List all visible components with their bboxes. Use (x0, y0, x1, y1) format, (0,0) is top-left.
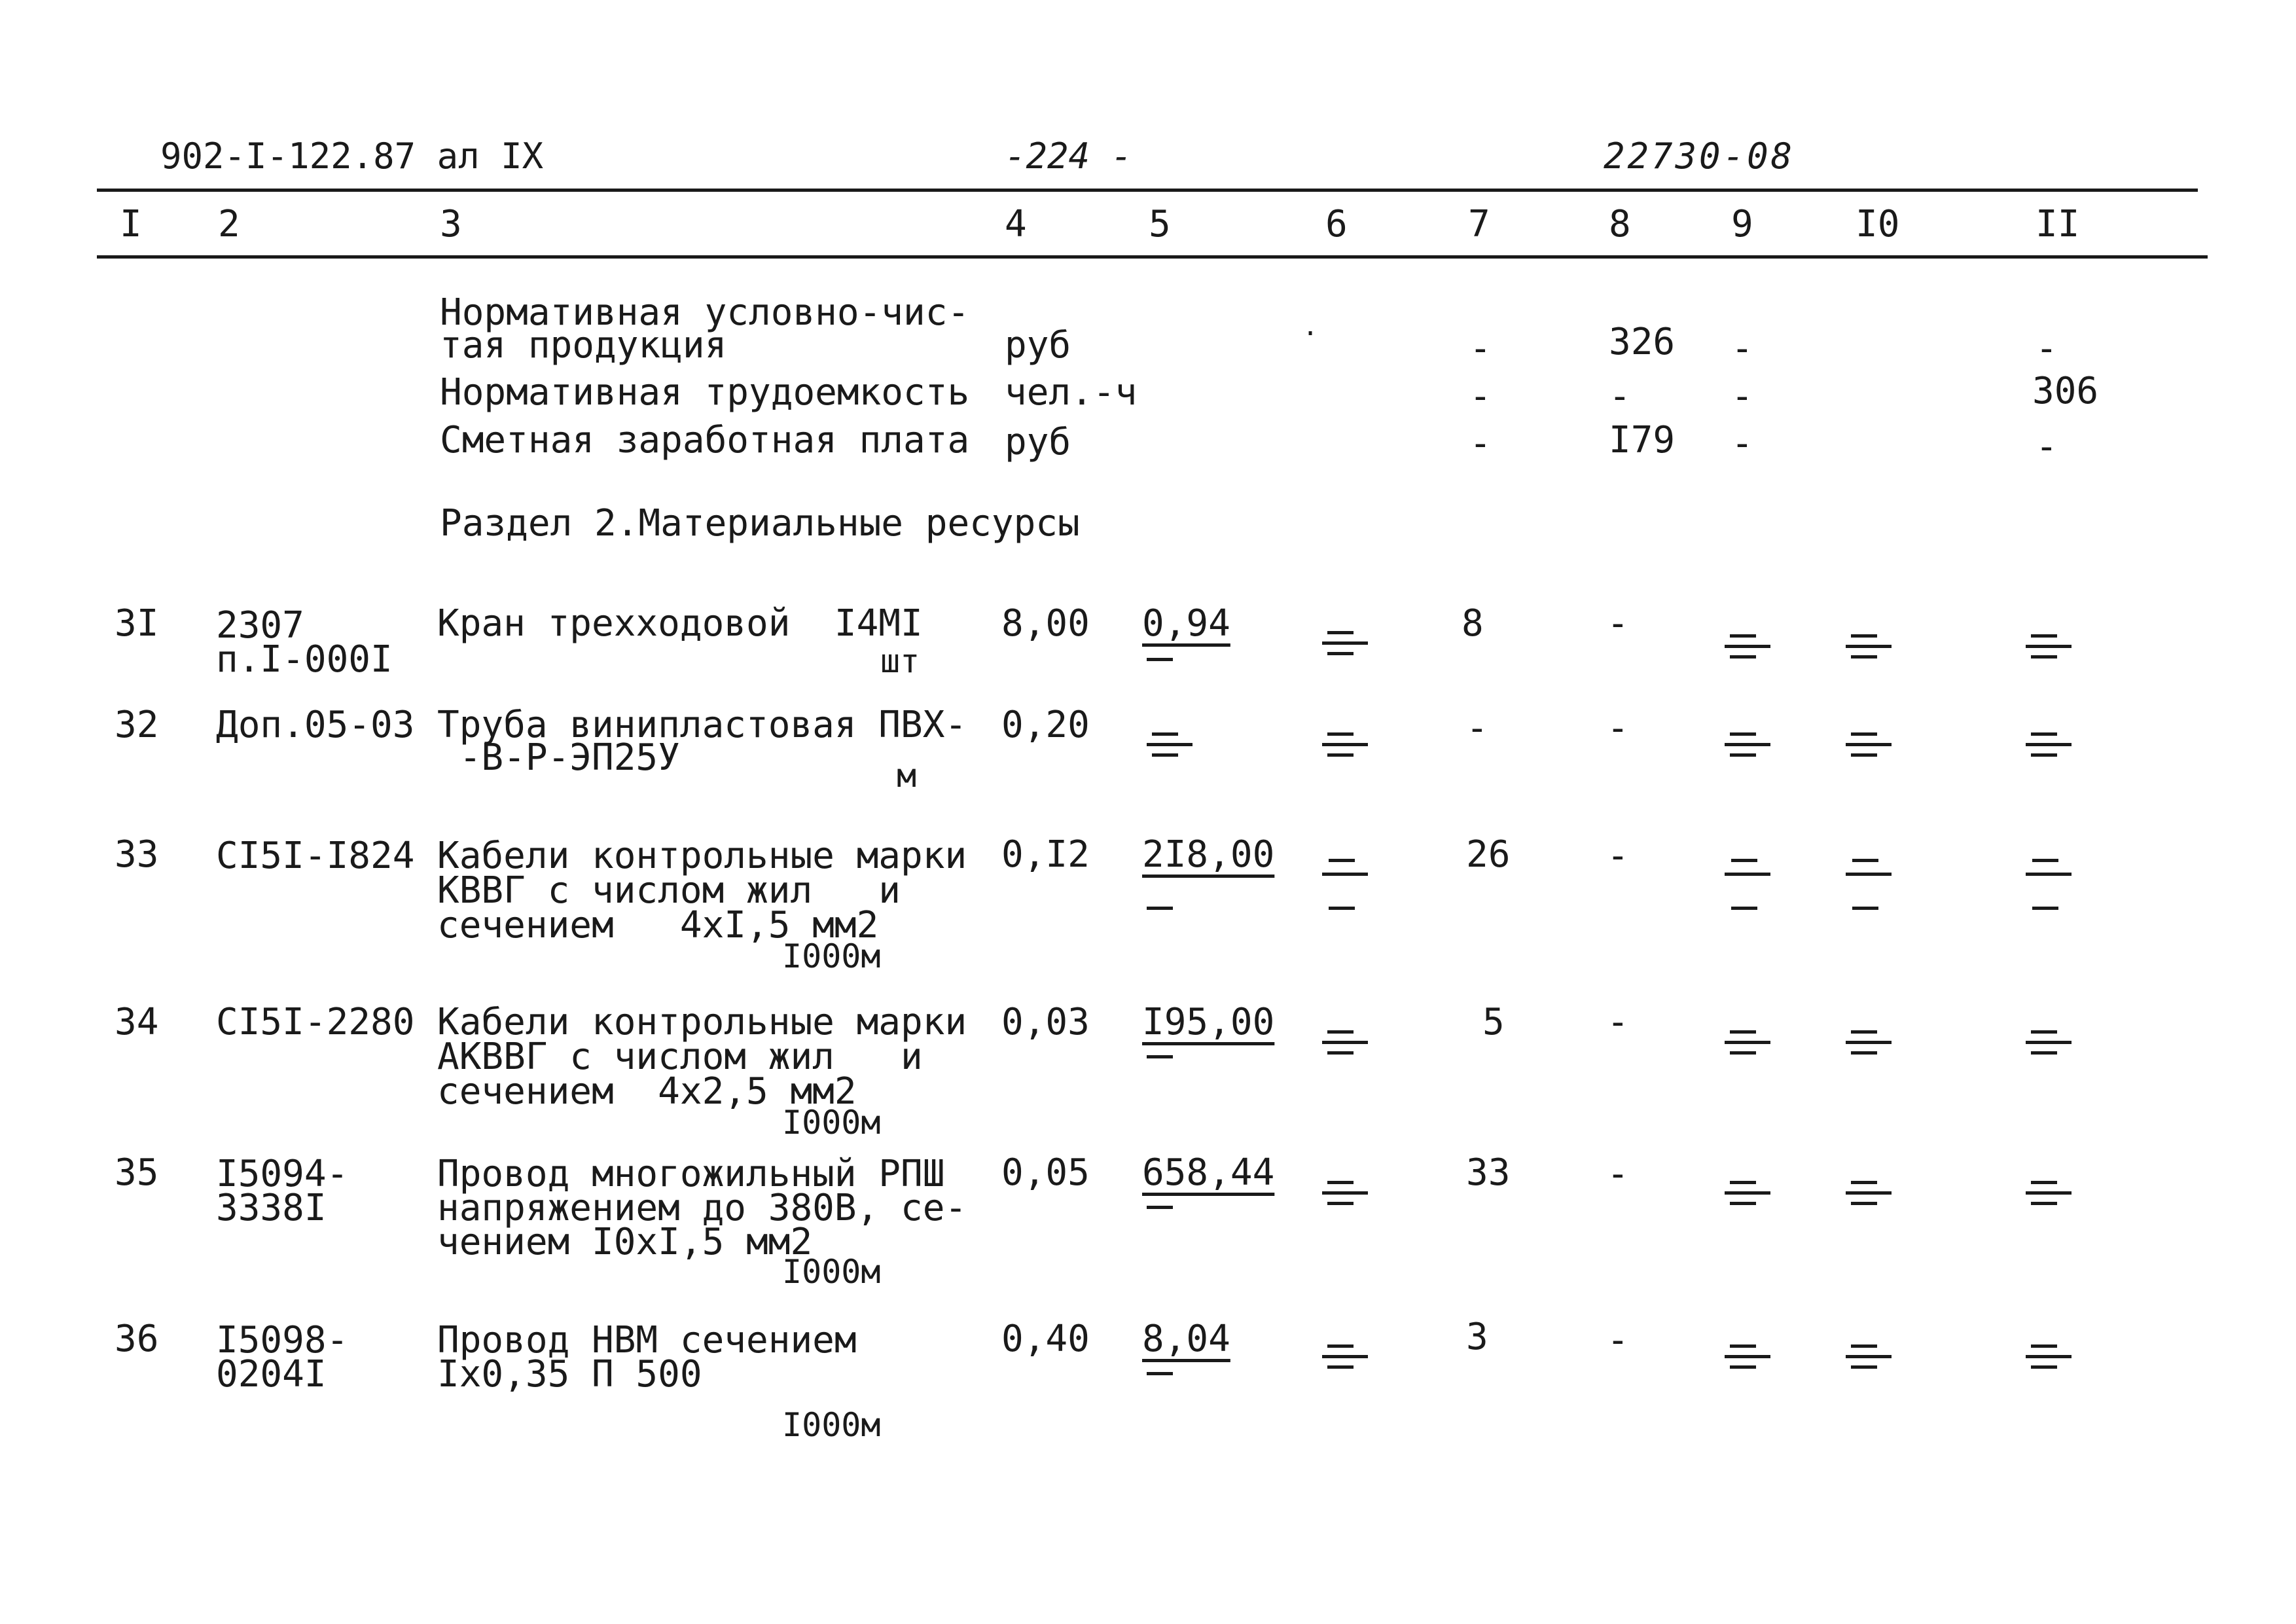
double-dash-mark (1725, 1335, 1770, 1375)
summary-c9: - (1731, 422, 1753, 465)
doc-number: 22730-08 (1604, 135, 1795, 177)
double-dash-mark (1322, 622, 1368, 661)
row-c7: 8 (1462, 602, 1484, 645)
dash-mark (2032, 859, 2058, 862)
row-c7: - (1466, 707, 1488, 749)
double-dash-mark (1725, 1021, 1770, 1060)
summary-c6: · (1302, 319, 1319, 349)
double-dash-mark (2026, 625, 2072, 664)
dash-mark (1852, 859, 1878, 862)
row-qty: 8,00 (1001, 602, 1090, 645)
summary-c11: - (2036, 327, 2058, 370)
dash-mark (2026, 873, 2072, 876)
double-dash-mark (1846, 1335, 1892, 1375)
row-price: 8,04 (1142, 1318, 1230, 1360)
row-unit: I000м (782, 1253, 881, 1291)
row-description: КВВГ с числом жил и (437, 869, 901, 912)
double-dash-mark (2026, 1335, 2072, 1375)
double-dash-mark (1322, 1335, 1368, 1375)
summary-c9: - (1731, 327, 1753, 370)
row-price: 658,44 (1142, 1151, 1275, 1194)
summary-c7: - (1469, 422, 1492, 465)
row-code: I5094- (216, 1153, 349, 1195)
row-description: Iх0,35 П 500 (437, 1353, 702, 1396)
row-qty: 0,40 (1001, 1318, 1090, 1360)
col-7: 7 (1468, 203, 1490, 245)
double-dash-mark (1322, 723, 1368, 763)
double-dash-mark (2026, 723, 2072, 763)
col-8: 8 (1609, 203, 1631, 245)
row-price: 0,94 (1142, 602, 1230, 645)
row-c8: - (1607, 707, 1629, 749)
row-code: п.I-000I (216, 638, 393, 681)
double-dash-mark (1846, 723, 1892, 763)
row-unit: I000м (782, 937, 881, 975)
row-unit: I000м (782, 1406, 881, 1444)
dash-mark (1329, 859, 1355, 862)
row-price: 2I8,00 (1142, 833, 1275, 876)
summary-c8: - (1609, 375, 1631, 418)
double-dash-mark (1846, 625, 1892, 664)
row-description: напряжением до 380В, се- (437, 1187, 967, 1229)
row-qty: 0,I2 (1001, 833, 1090, 876)
col-5: 5 (1149, 203, 1171, 245)
row-c8: - (1607, 835, 1629, 877)
row-description: сечением 4хI,5 мм2 (437, 904, 879, 947)
double-dash-mark (1725, 723, 1770, 763)
dash-mark (1329, 907, 1355, 910)
dash-mark (1147, 1055, 1173, 1058)
row-number: 36 (115, 1318, 159, 1360)
dash-mark (1846, 873, 1892, 876)
row-description: Кабели контрольные марки (437, 1001, 967, 1043)
dash-mark (1731, 859, 1757, 862)
header-bottom-rule (97, 255, 2208, 259)
row-number: 32 (115, 704, 159, 746)
row-code: 2307 (216, 604, 304, 647)
row-number: 34 (115, 1001, 159, 1043)
header-top-rule (97, 189, 2198, 192)
double-dash-mark (1846, 1021, 1892, 1060)
double-dash-mark (1725, 625, 1770, 664)
row-unit: I000м (782, 1104, 881, 1142)
row-description: чением I0хI,5 мм2 (437, 1221, 813, 1263)
row-code: CI5I-I824 (216, 835, 415, 877)
row-unit: шт (880, 642, 920, 680)
row-code: I5098- (216, 1319, 349, 1362)
row-c8: - (1607, 1319, 1629, 1362)
row-description: сечением 4х2,5 мм2 (437, 1070, 857, 1113)
summary-c8: 326 (1609, 321, 1676, 363)
double-dash-mark (1846, 1172, 1892, 1211)
summary-unit: руб (1005, 421, 1071, 463)
row-description: Провод многожильный РПШ (437, 1153, 945, 1195)
col-2: 2 (218, 203, 240, 245)
row-number: 3I (115, 602, 159, 645)
row-number: 35 (115, 1151, 159, 1194)
row-description: АКВВГ с числом жил и (437, 1036, 923, 1078)
summary-c7: - (1469, 327, 1492, 370)
col-1: I (120, 203, 142, 245)
row-c7: 5 (1482, 1001, 1505, 1043)
row-code: CI5I-2280 (216, 1001, 415, 1043)
row-c8: - (1607, 1001, 1629, 1043)
dash-mark (1725, 873, 1770, 876)
dash-mark (1147, 658, 1173, 661)
col-10: I0 (1856, 203, 1900, 245)
row-qty: 0,03 (1001, 1001, 1090, 1043)
row-qty: 0,20 (1001, 704, 1090, 746)
summary-label: тая продукция (440, 324, 727, 367)
row-c8: - (1607, 602, 1629, 645)
double-dash-mark (1147, 723, 1193, 763)
row-description: Кабели контрольные марки (437, 835, 967, 877)
summary-unit: чел.-ч (1005, 371, 1138, 414)
row-price: I95,00 (1142, 1001, 1275, 1043)
row-c7: 26 (1466, 833, 1511, 876)
summary-c9: - (1731, 375, 1753, 418)
section-title: Раздел 2.Материальные ресурсы (440, 502, 1080, 545)
row-description: Провод НВМ сечением (437, 1319, 857, 1362)
row-c8: - (1607, 1153, 1629, 1195)
summary-c11: 306 (2032, 370, 2099, 412)
col-11: II (2036, 203, 2080, 245)
double-dash-mark (1725, 1172, 1770, 1211)
col-3: 3 (440, 203, 462, 245)
dash-mark (1147, 1372, 1173, 1375)
row-description: Труба винипластовая ПВХ- (437, 704, 967, 746)
row-code: 3338I (216, 1187, 327, 1229)
summary-label: Нормативная трудоемкость (440, 371, 970, 414)
double-dash-mark (2026, 1172, 2072, 1211)
row-description: Кран трехходовой I4МI (437, 602, 923, 645)
summary-label: Нормативная условно-чис- (440, 291, 970, 334)
row-c7: 3 (1466, 1316, 1488, 1358)
dash-mark (1147, 1206, 1173, 1209)
row-code: Доп.05-03 (216, 704, 415, 746)
row-number: 33 (115, 833, 159, 876)
summary-label: Сметная заработная плата (440, 419, 970, 461)
dash-mark (1147, 907, 1173, 910)
row-c7: 33 (1466, 1151, 1511, 1194)
summary-unit: руб (1005, 324, 1071, 367)
double-dash-mark (1322, 1172, 1368, 1211)
summary-c8: I79 (1609, 419, 1676, 461)
dash-mark (1852, 907, 1878, 910)
row-unit: м (897, 757, 917, 795)
row-code: 0204I (216, 1353, 327, 1396)
col-9: 9 (1731, 203, 1753, 245)
dash-mark (1731, 907, 1757, 910)
double-dash-mark (2026, 1021, 2072, 1060)
dash-mark (2032, 907, 2058, 910)
row-description: -В-Р-ЭП25У (437, 736, 680, 779)
col-6: 6 (1325, 203, 1348, 245)
doc-code: 902-I-122.87 ал IX (160, 135, 544, 177)
summary-c7: - (1469, 375, 1492, 418)
row-qty: 0,05 (1001, 1151, 1090, 1194)
double-dash-mark (1322, 1021, 1368, 1060)
dash-mark (1322, 873, 1368, 876)
summary-c11: - (2036, 425, 2058, 468)
col-4: 4 (1005, 203, 1027, 245)
page-number: -224 - (1005, 135, 1133, 177)
